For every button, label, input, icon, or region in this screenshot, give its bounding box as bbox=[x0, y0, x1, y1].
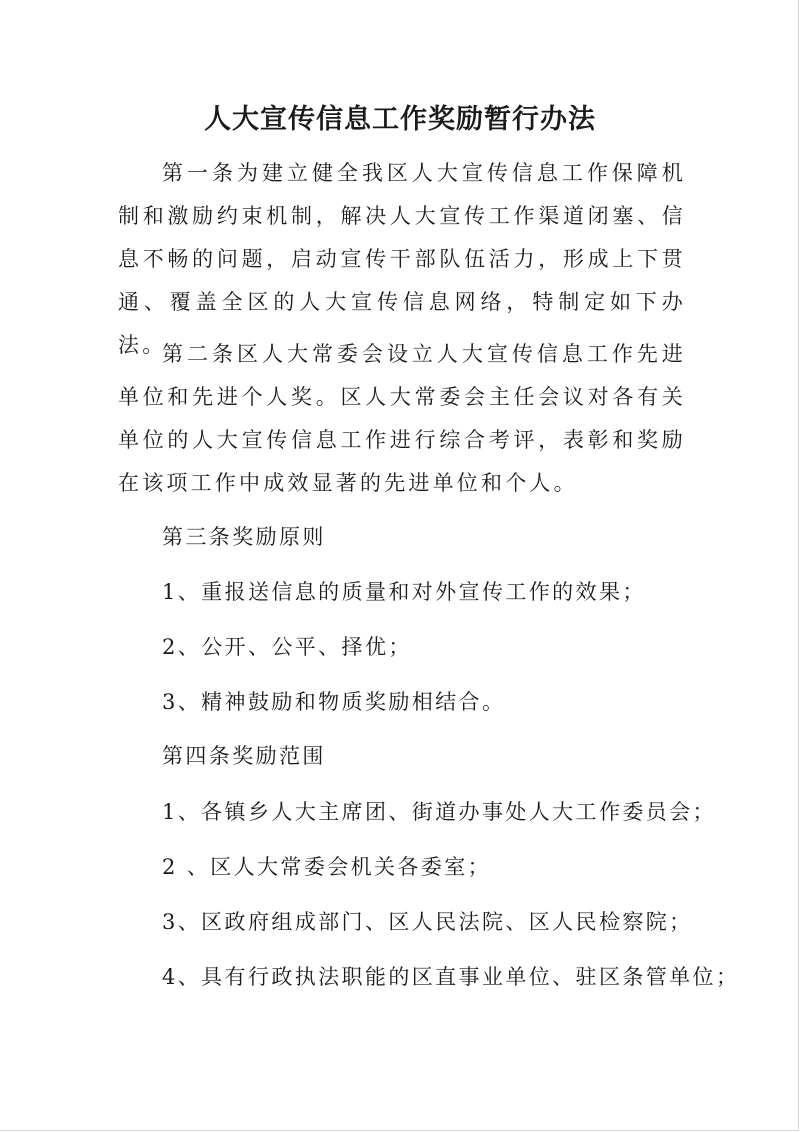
article-2-text: 第二条区人大常委会设立人大宣传信息工作先进单位和先进个人奖。区人大常委会主任会议对各有关单位的人大宣传信息工作进行综合考评，表彰和奖励在该项工作中成效显著的先进单位和个人。 bbox=[118, 342, 686, 495]
principle-item-3: 3、精神鼓励和物质奖励相结合。 bbox=[162, 690, 506, 714]
article-3-heading: 第三条奖励原则 bbox=[162, 525, 326, 549]
scope-item-3: 3、区政府组成部门、区人民法院、区人民检察院； bbox=[162, 910, 693, 934]
article-4-heading: 第四条奖励范围 bbox=[162, 744, 326, 768]
scope-item-4: 4、具有行政执法职能的区直事业单位、驻区条管单位； bbox=[162, 965, 740, 989]
article-1-text: 第一条为建立健全我区人大宣传信息工作保障机制和激励约束机制，解决人大宣传工作渠道闭塞、信息不畅的问题，启动宣传干部队伍活力，形成上下贯通、覆盖全区的人大宣传信息网络，特制定如下办法。 bbox=[118, 161, 686, 357]
article-2-paragraph bbox=[118, 333, 686, 505]
principle-item-1: 1、重报送信息的质量和对外宣传工作的效果； bbox=[162, 580, 646, 604]
scope-item-2: 2 、区人大常委会机关各委室； bbox=[162, 855, 492, 879]
document-title: 人大宣传信息工作奖励暂行办法 bbox=[204, 104, 596, 135]
principle-item-2: 2、公开、公平、择优； bbox=[162, 635, 412, 659]
scope-item-1: 1、各镇乡人大主席团、街道办事处人大工作委员会； bbox=[162, 800, 716, 824]
